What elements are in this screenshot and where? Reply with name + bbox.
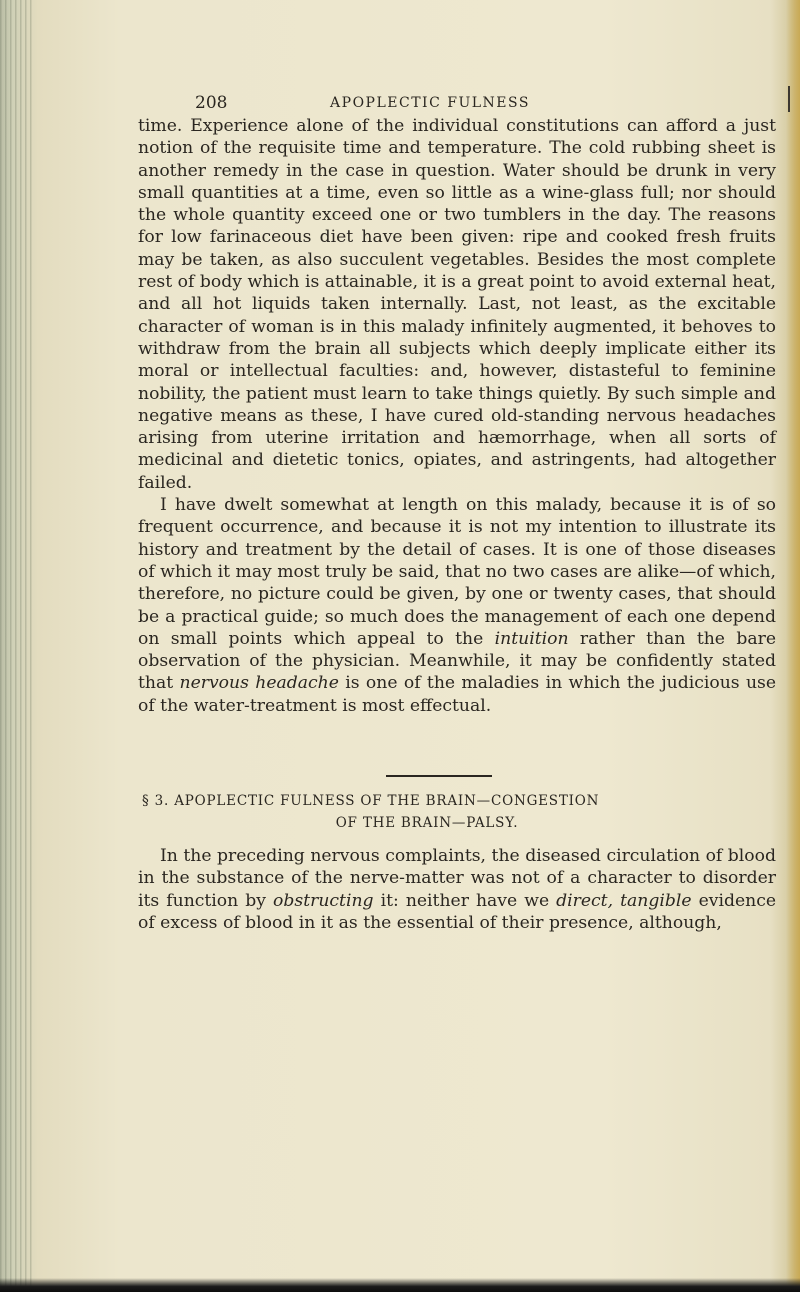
section-divider (386, 775, 492, 777)
binding-shadow-left (0, 0, 34, 1292)
emphasis-direct-tangible: direct, tangible (556, 890, 692, 911)
section-text-a: In the preceding nervous complaints, the diseased circulation of blood in the substance of the nerve-matter was not of a character to disorder its function by (138, 846, 776, 911)
section-heading-line-1: § 3. APOPLECTIC FULNESS OF THE BRAIN—CONGESTION (142, 793, 600, 809)
emphasis-obstructing: obstructing (273, 890, 374, 911)
running-head: APOPLECTIC FULNESS (330, 95, 530, 111)
section-body (138, 845, 776, 934)
section-heading (138, 790, 776, 834)
section-text-b: it: neither have we (373, 890, 557, 911)
body-text (138, 115, 776, 717)
page-edge-bottom (0, 1278, 800, 1292)
paragraph-2-text-b: rather than the bare observation of the physician. Meanwhile, it may be confidently stated that (138, 628, 776, 694)
section-paragraph-1 (138, 845, 776, 934)
section-heading-line-2: OF THE BRAIN—PALSY. (335, 815, 519, 831)
emphasis-nervous-headache: nervous headache (179, 673, 339, 694)
page-edge-right (786, 0, 800, 1292)
paragraph-2-text-c: is one of the maladies in which the judicious use of the water-treatment is most effectual. (138, 673, 777, 716)
header-mark (788, 86, 790, 112)
emphasis-intuition: intuition (494, 628, 569, 649)
section-text-c: evidence of excess of blood in it as the essential of their presence, although, (138, 890, 776, 933)
paragraph-2-text-a: I have dwelt somewhat at length on this malady, because it is of so frequent occurrence, and because it is not my intention to illustrate its history and treatment by the detail of cases. It is one of those diseases of which it may most truly be said, that no two cases are alike—of which, therefore, no picture could be given, by one or twenty cases, that should be a practical guide; so much does the management of each one depend on small points which appeal to the (138, 495, 776, 649)
paragraph-2 (138, 494, 776, 717)
page-number: 208 (195, 93, 228, 113)
paragraph-1: time. Experience alone of the individual constitutions can afford a just notion of the requisite time and temperature. The cold rubbing sheet is another remedy in the case in question. Water should be drunk in very small quantities at a time, even so little as a wine-glass full; nor should the whole quantity exceed one or two tumblers in the day. The reasons for low farinaceous diet have been given: ripe and cooked fresh fruits may be taken, as also succulent vegetables. Besides the most complete rest of body which is attainable, it is a great point to avoid external heat, and all hot liquids taken internally. Last, not least, as the excitable character of woman is in this malady infinitely augmented, it behoves to withdraw from the brain all subjects which deeply implicate either its moral or intellectual faculties: and, however, distasteful to feminine nobility, the patient must learn to take things quietly. By such simple and negative means as these, I have cured old-standing nervous headaches arising from uterine irritation and hæmorrhage, when all sorts of medicinal and dietetic tonics, opiates, and astringents, had altogether failed. (138, 116, 776, 493)
